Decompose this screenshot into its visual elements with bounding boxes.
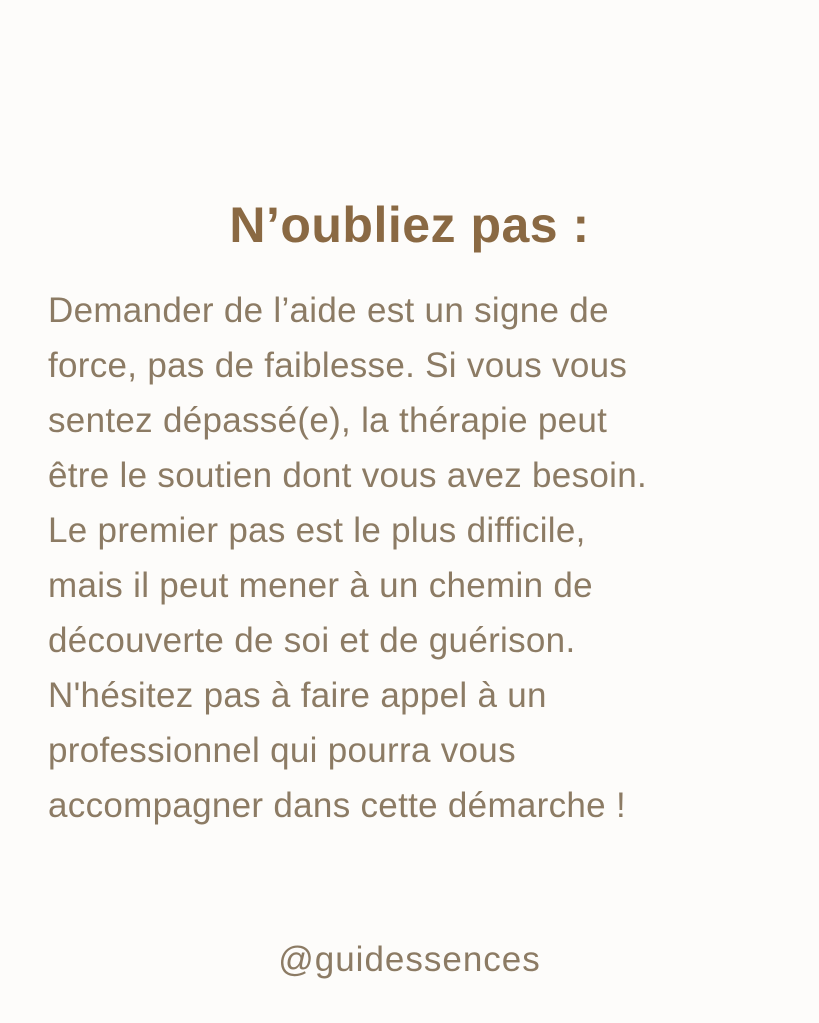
body-line: Demander de l’aide est un signe de [48,291,609,330]
body-line: accompagner dans cette démarche ! [48,786,627,825]
body-line: N'hésitez pas à faire appel à un [48,676,547,715]
body-line: sentez dépassé(e), la thérapie peut [48,401,608,440]
body-line: découverte de soi et de guérison. [48,621,576,660]
body-line: Le premier pas est le plus difficile, [48,511,586,550]
body-line: mais il peut mener à un chemin de [48,566,593,605]
body-line: professionnel qui pourra vous [48,731,516,770]
page-title: N’oubliez pas : [229,197,590,253]
body-line: être le soutien dont vous avez besoin. [48,456,647,495]
body-line: force, pas de faiblesse. Si vous vous [48,346,628,385]
body-paragraph [48,283,778,833]
social-handle: @guidessences [278,940,541,979]
